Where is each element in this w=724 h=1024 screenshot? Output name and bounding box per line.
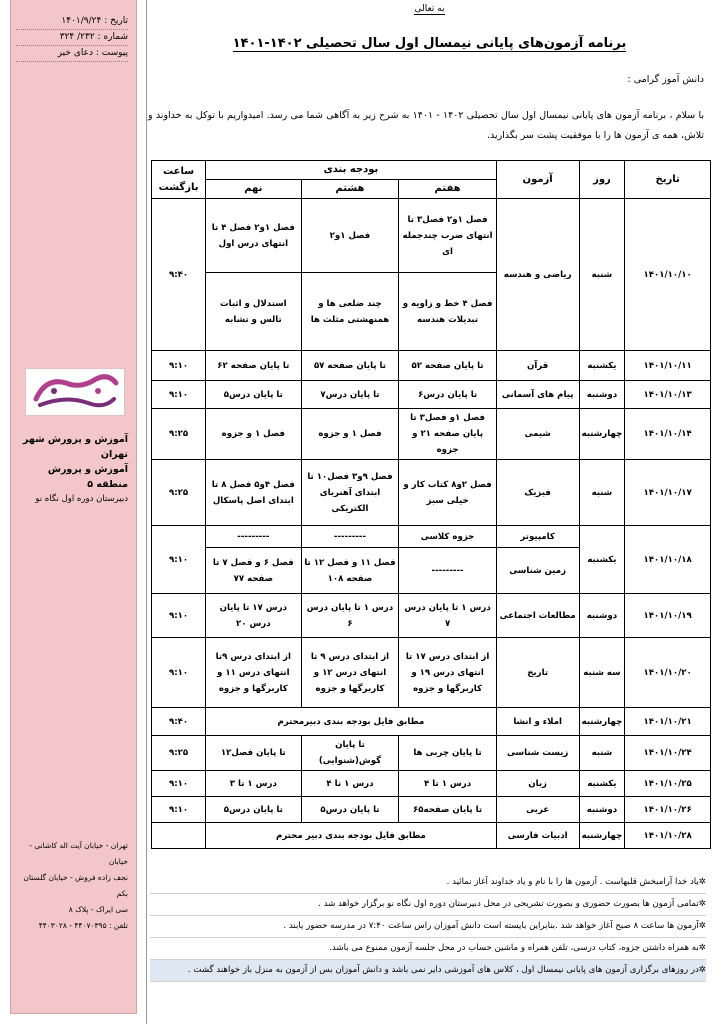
cell-date: ۱۴۰۱/۱۰/۲۵ [625, 771, 711, 797]
table-row [152, 708, 711, 736]
cell-day: شنبه [579, 460, 625, 526]
cell-date: ۱۴۰۱/۱۰/۲۴ [625, 736, 711, 771]
cell-day: شنبه [579, 736, 625, 771]
table-row [152, 823, 711, 849]
letter-number: شماره : ۲۳۲/ ۳۲۴ [16, 30, 128, 46]
address-line-2: نجف زاده فروش - خیابان گلستان بکم [23, 873, 128, 898]
cell-day: دوشنبه [579, 381, 625, 409]
header-grade-8: هشتم [301, 180, 399, 199]
cell-exam: فیزیک [496, 460, 579, 526]
cell-budget-merged: مطابق فایل بودجه بندی دبیرمحترم [206, 708, 497, 736]
cell-grade-8: چند ضلعی ها و همنهشتی مثلث ها [301, 273, 399, 351]
cell-exam: کامپیوتر [496, 526, 579, 548]
cell-grade-9: فصل ۱ و جزوه [206, 409, 301, 460]
table-row [152, 771, 711, 797]
cell-exam: عربی [496, 797, 579, 823]
cell-day: چهارشنبه [579, 823, 625, 849]
cell-grade-8: درس ۱ تا پایان درس ۶ [301, 594, 399, 638]
cell-grade-8: درس ۱ تا ۴ [301, 771, 399, 797]
cell-grade-8: تا پایان درس۵ [301, 797, 399, 823]
cell-grade-7: از ابتدای درس ۱۷ تا انتهای درس ۱۹ و کاربرگها و جزوه [399, 638, 496, 708]
address-line-3: سی ایراک - پلاک ۸ [68, 905, 128, 914]
cell-day: یکشنبه [579, 526, 625, 594]
cell-date: ۱۴۰۱/۱۰/۲۱ [625, 708, 711, 736]
cell-grade-7: جزوه کلاسی [399, 526, 496, 548]
table-row [152, 797, 711, 823]
org-line-2: آموزش و پرورش منطقه ۵ [47, 464, 128, 490]
cell-grade-7: فصل ۱و۲ فصل۳ تا انتهای ضرب چندجمله ای [399, 199, 496, 273]
note-text: آزمون ها ساعت ۸ صبح آغاز خواهد شد .بنابراین بایسته است دانش آموزان راس ساعت ۷:۴۰ در مدرسه حضور یابند . [283, 921, 699, 931]
header-grade-7: هفتم [399, 180, 496, 199]
table-header-row [152, 161, 711, 180]
phone-line: تلفن : ۴۴۰۷۰۳۹۵ - ۴۴۰۳۰۲۸ [38, 921, 128, 930]
page-title [147, 36, 712, 51]
header-return-time: ساعت بازگشت [152, 161, 206, 199]
cell-return-time: ۹:۲۵ [152, 736, 206, 771]
cell-grade-8: فصل ۱۱ و فصل ۱۲ تا صفحه ۱۰۸ [301, 548, 399, 594]
cell-return-time: ۹:۱۰ [152, 594, 206, 638]
cell-date: ۱۴۰۱/۱۰/۱۷ [625, 460, 711, 526]
letter-body [146, 0, 712, 1024]
cell-return-time: ۹:۱۰ [152, 638, 206, 708]
cell-day: شنبه [579, 199, 625, 351]
cell-grade-7: تا پایان صفحه۶۵ [399, 797, 496, 823]
cell-grade-9: درس ۱ تا ۳ [206, 771, 301, 797]
note-item: ✲در روزهای برگزاری آزمون های پایانی نیمسال اول ، کلاس های آموزشی دایر نمی باشد و دانش آموزان بس از آزمون به منزل باز خواهند گشت . [150, 960, 706, 982]
cell-return-time: ۹:۱۰ [152, 797, 206, 823]
cell-exam: املاء و انشا [496, 708, 579, 736]
cell-grade-9: تا پایان درس۵ [206, 381, 301, 409]
intro-paragraph: با سلام ، برنامه آزمون های پایانی نیمسال اول سال تحصیلی ۱۴۰۲ - ۱۴۰۱ به شرح زیر به آگاهی شما می رسد. امیدواریم با توکل به خداوند و تلاش، همه ی آزمون ها را با موفقیت پشت سر بگذارید. [148, 110, 705, 141]
cell-exam: ریاضی و هندسه [496, 199, 579, 351]
exam-schedule-table [151, 160, 711, 849]
letter-date: تاریخ : ۱۴۰۱/۹/۲۴ [16, 14, 128, 30]
notes-list [150, 872, 706, 982]
basmala [147, 4, 712, 14]
header-grade-9: نهم [206, 180, 301, 199]
cell-grade-9: استدلال و اثبات تالس و تشابه [206, 273, 301, 351]
cell-date: ۱۴۰۱/۱۰/۲۶ [625, 797, 711, 823]
cell-return-time: ۹:۱۰ [152, 381, 206, 409]
cell-grade-9: فصل ۱و۲ فصل ۴ تا انتهای درس اول [206, 199, 301, 273]
cell-return-time: ۹:۱۰ [152, 351, 206, 381]
cell-day: یکشنبه [579, 351, 625, 381]
table-row [152, 638, 711, 708]
cell-date: ۱۴۰۱/۱۰/۲۰ [625, 638, 711, 708]
cell-exam: زبان [496, 771, 579, 797]
note-item: ✲تمامی آزمون ها بصورت حضوری و بصورت تشریحی در محل دبیرستان دوره اول نگاه نو برگزار خواهد شد . [150, 894, 706, 916]
letter-attachment: پیوست : دعای خیر [16, 46, 128, 62]
cell-grade-7: درس ۱ تا ۴ [399, 771, 496, 797]
address-line-1: تهران - خیابان آیت اله کاشانی - خیابان [29, 841, 128, 866]
page-title-text: برنامه آزمون‌های پایانی نیمسال اول سال تحصیلی ۱۴۰۲-۱۴۰۱ [232, 36, 627, 51]
cell-date: ۱۴۰۱/۱۰/۱۸ [625, 526, 711, 594]
cell-grade-8: تا پایان صفحه ۵۷ [301, 351, 399, 381]
cell-grade-7: تا پایان درس۶ [399, 381, 496, 409]
cell-grade-9: --------- [206, 526, 301, 548]
address-block [14, 838, 128, 934]
header-budget: بودجه بندی [206, 161, 497, 180]
cell-return-time: ۹:۱۰ [152, 771, 206, 797]
cell-date: ۱۴۰۱/۱۰/۲۸ [625, 823, 711, 849]
cell-grade-8: فصل ۱ و جزوه [301, 409, 399, 460]
cell-return-time: ۹:۲۵ [152, 409, 206, 460]
org-line-1: آموزش و پرورش شهر تهران [23, 434, 128, 460]
cell-grade-7: تا پایان صفحه ۵۲ [399, 351, 496, 381]
cell-grade-7: فصل ۱و فصل۳ تا پایان صفحه ۲۱ و جزوه [399, 409, 496, 460]
note-text: در روزهای برگزاری آزمون های پایانی نیمسال اول ، کلاس های آموزشی دایر نمی باشد و دانش آموزان بس از آزمون به منزل باز خواهند گشت . [187, 965, 699, 975]
cell-day: سه شنبه [579, 638, 625, 708]
table-row [152, 526, 711, 548]
cell-grade-9: فصل ۶ و فصل ۷ تا صفحه ۷۷ [206, 548, 301, 594]
cell-grade-7: فصل ۴ خط و زاویه و تبدیلات هندسه [399, 273, 496, 351]
cell-return-time: ۹:۲۵ [152, 460, 206, 526]
header-date: تاریخ [625, 161, 711, 199]
cell-exam: پیام های آسمانی [496, 381, 579, 409]
cell-grade-7: درس ۱ تا پایان درس ۷ [399, 594, 496, 638]
basmala-text: به تعالی [414, 4, 445, 14]
table-row [152, 381, 711, 409]
note-text: یاد خدا آرامبخش قلبهاست . آزمون ها را با نام و یاد خداوند آغاز نمائید . [446, 877, 699, 887]
cell-return-time: ۹:۱۰ [152, 526, 206, 594]
note-text: تمامی آزمون ها بصورت حضوری و بصورت تشریحی در محل دبیرستان دوره اول نگاه نو برگزار خواهد شد . [318, 899, 699, 909]
school-logo [25, 368, 125, 416]
cell-day: چهارشنبه [579, 708, 625, 736]
table-row [152, 736, 711, 771]
cell-date: ۱۴۰۱/۱۰/۱۹ [625, 594, 711, 638]
note-text: به همراه داشتن جزوه، کتاب درسی، تلفن همراه و ماشین حساب در محل جلسه آزمون ممنوع می باشد. [329, 943, 699, 953]
note-item: ✲به همراه داشتن جزوه، کتاب درسی، تلفن همراه و ماشین حساب در محل جلسه آزمون ممنوع می باشد. [150, 938, 706, 960]
cell-exam: قرآن [496, 351, 579, 381]
cell-return-time: ۹:۴۰ [152, 708, 206, 736]
org-line-3: دبیرستان دوره اول نگاه نو [35, 494, 128, 504]
header-day: روز [579, 161, 625, 199]
cell-exam: ادبیات فارسی [496, 823, 579, 849]
cell-exam: زمین شناسی [496, 548, 579, 594]
cell-return-time: ۹:۴۰ [152, 199, 206, 351]
cell-grade-9: تا پایان فصل۱۲ [206, 736, 301, 771]
cell-day: دوشنبه [579, 797, 625, 823]
cell-grade-9: تا پایان صفحه ۶۲ [206, 351, 301, 381]
table-row [152, 199, 711, 273]
note-item: ✲یاد خدا آرامبخش قلبهاست . آزمون ها را با نام و یاد خداوند آغاز نمائید . [150, 872, 706, 894]
cell-exam: مطالعات اجتماعی [496, 594, 579, 638]
cell-grade-9: از ابتدای درس ۹تا انتهای درس ۱۱ و کاربرگها و جزوه [206, 638, 301, 708]
cell-date: ۱۴۰۱/۱۰/۱۴ [625, 409, 711, 460]
header-exam: آزمون [496, 161, 579, 199]
table-row [152, 460, 711, 526]
cell-exam: تاریخ [496, 638, 579, 708]
cell-return-time [152, 823, 206, 849]
cell-grade-8: تا پایان درس۷ [301, 381, 399, 409]
cell-grade-7: تا پایان چربی ها [399, 736, 496, 771]
cell-day: چهارشنبه [579, 409, 625, 460]
greeting: دانش آموز گرامی : [627, 74, 704, 85]
cell-grade-7: فصل ۲و۸ کتاب کار و خیلی سبز [399, 460, 496, 526]
cell-grade-9: فصل ۴و۵ فصل ۸ تا ابتدای اصل پاسکال [206, 460, 301, 526]
cell-grade-7: --------- [399, 548, 496, 594]
cell-day: دوشنبه [579, 594, 625, 638]
note-item: ✲آزمون ها ساعت ۸ صبح آغاز خواهد شد .بنابراین بایسته است دانش آموزان راس ساعت ۷:۴۰ در مدرسه حضور یابند . [150, 916, 706, 938]
table-row [152, 409, 711, 460]
cell-exam: شیمی [496, 409, 579, 460]
cell-grade-8: فصل ۹و۳ فصل۱۰ تا ابتدای آهنربای الکتریکی [301, 460, 399, 526]
cell-grade-8: فصل ۱و۲ [301, 199, 399, 273]
table-row [152, 594, 711, 638]
cell-grade-8: --------- [301, 526, 399, 548]
cell-budget-merged: مطابق فایل بودجه بندی دبیر محترم [206, 823, 497, 849]
letter-meta [16, 14, 128, 62]
cell-grade-9: تا پایان درس۵ [206, 797, 301, 823]
letterhead-sidebar [10, 0, 137, 1014]
cell-date: ۱۴۰۱/۱۰/۱۱ [625, 351, 711, 381]
cell-date: ۱۴۰۱/۱۰/۱۰ [625, 199, 711, 351]
cell-day: یکشنبه [579, 771, 625, 797]
cell-exam: زیست شناسی [496, 736, 579, 771]
cell-date: ۱۴۰۱/۱۰/۱۳ [625, 381, 711, 409]
cell-grade-8: از ابتدای درس ۹ تا انتهای درس ۱۲ و کاربرگها و جزوه [301, 638, 399, 708]
cell-grade-9: درس ۱۷ تا پایان درس ۲۰ [206, 594, 301, 638]
organization-block [14, 432, 128, 507]
table-row [152, 351, 711, 381]
cell-grade-8: تا پایان گوش(شنوایی) [301, 736, 399, 771]
